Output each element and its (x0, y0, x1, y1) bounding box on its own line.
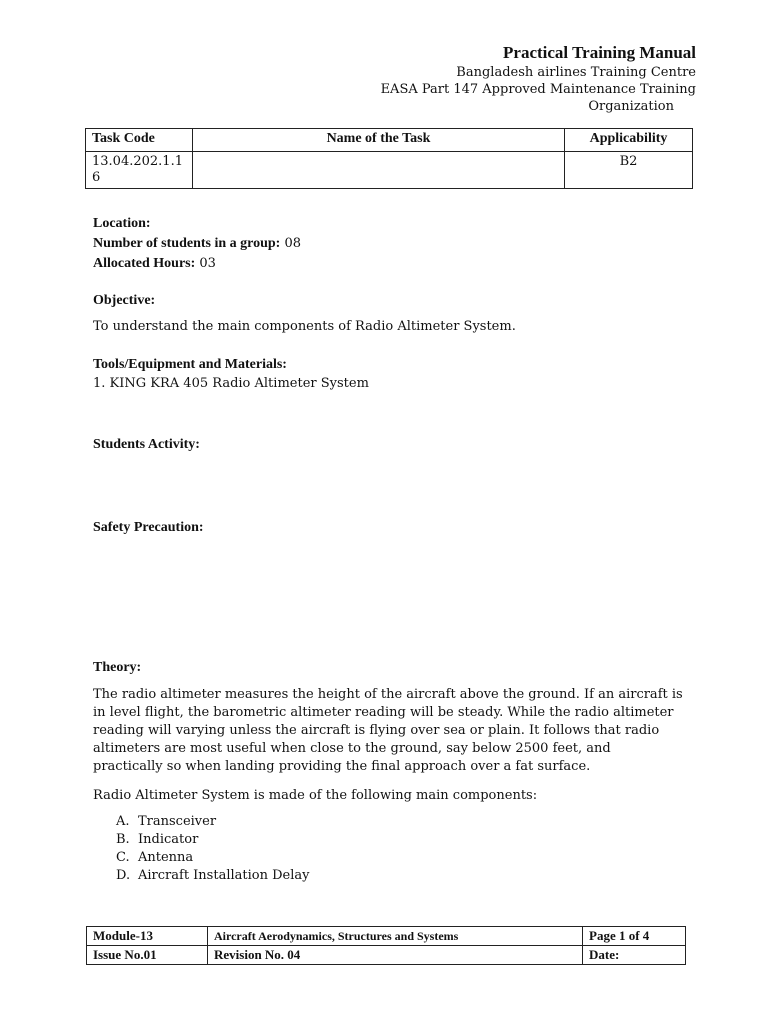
theory-label: Theory: (93, 660, 142, 675)
list-item-text: Transceiver (138, 814, 217, 829)
approval-line: EASA Part 147 Approved Maintenance Training (380, 82, 696, 97)
hours-value: 03 (199, 256, 216, 271)
footer-module: Module-13 (87, 927, 208, 946)
list-item (93, 813, 493, 831)
footer-subject: Aircraft Aerodynamics, Structures and Systems (208, 927, 583, 946)
list-marker: A. (116, 814, 130, 829)
list-item (93, 831, 493, 849)
training-centre: Bangladesh airlines Training Centre (456, 65, 696, 80)
components-list (93, 813, 493, 885)
task-code-value: 13.04.202.1.16 (86, 152, 193, 189)
footer-issue: Issue No.01 (87, 946, 208, 965)
theory-paragraph-block (93, 686, 683, 776)
components-intro: Radio Altimeter System is made of the following main components: (93, 788, 538, 803)
header-task-code: Task Code (86, 129, 193, 152)
students-label: Number of students in a group: (93, 236, 281, 251)
objective-label: Objective: (93, 293, 156, 308)
footer-row (87, 946, 686, 965)
students-activity-label: Students Activity: (93, 437, 200, 452)
manual-title: Practical Training Manual (503, 43, 696, 62)
list-item (93, 867, 493, 885)
objective-text: To understand the main components of Radio Altimeter System. (93, 319, 516, 334)
hours-line (93, 254, 216, 273)
theory-paragraph: The radio altimeter measures the height of the aircraft above the ground. If an aircraft is in level flight, the barometric altimeter reading will be steady. While the radio altimeter reading will varying unless the aircraft is flying over sea or plain. It follows that radio altimeters are most useful when close to the ground, say below 2500 feet, and practically so when landing providing the final approach over a fat surface. (93, 687, 683, 774)
tools-item: 1. KING KRA 405 Radio Altimeter System (93, 376, 369, 391)
header-applicability: Applicability (565, 129, 693, 152)
list-item-text: Antenna (138, 850, 194, 865)
hours-label: Allocated Hours: (93, 256, 196, 271)
location-line (93, 214, 151, 233)
footer-page-number: Page 1 of 4 (583, 927, 686, 946)
list-item-text: Aircraft Installation Delay (138, 868, 310, 883)
students-line (93, 234, 301, 253)
page-footer (86, 926, 686, 965)
list-marker: D. (116, 868, 131, 883)
organization-line: Organization (588, 99, 674, 114)
task-name-value (193, 152, 565, 189)
task-table (85, 128, 693, 189)
list-item-text: Indicator (138, 832, 199, 847)
students-value: 08 (284, 236, 302, 251)
list-item (93, 849, 493, 867)
task-table-header-row (86, 129, 693, 152)
footer-revision: Revision No. 04 (208, 946, 583, 965)
safety-precaution-label: Safety Precaution: (93, 520, 204, 535)
footer-date: Date: (583, 946, 686, 965)
tools-label: Tools/Equipment and Materials: (93, 357, 287, 372)
header-task-name: Name of the Task (193, 129, 565, 152)
task-table-row (86, 152, 693, 189)
page-header (381, 42, 696, 115)
footer-row (87, 927, 686, 946)
applicability-value: B2 (565, 152, 693, 189)
location-label: Location: (93, 216, 151, 231)
list-marker: C. (116, 850, 130, 865)
list-marker: B. (116, 832, 130, 847)
